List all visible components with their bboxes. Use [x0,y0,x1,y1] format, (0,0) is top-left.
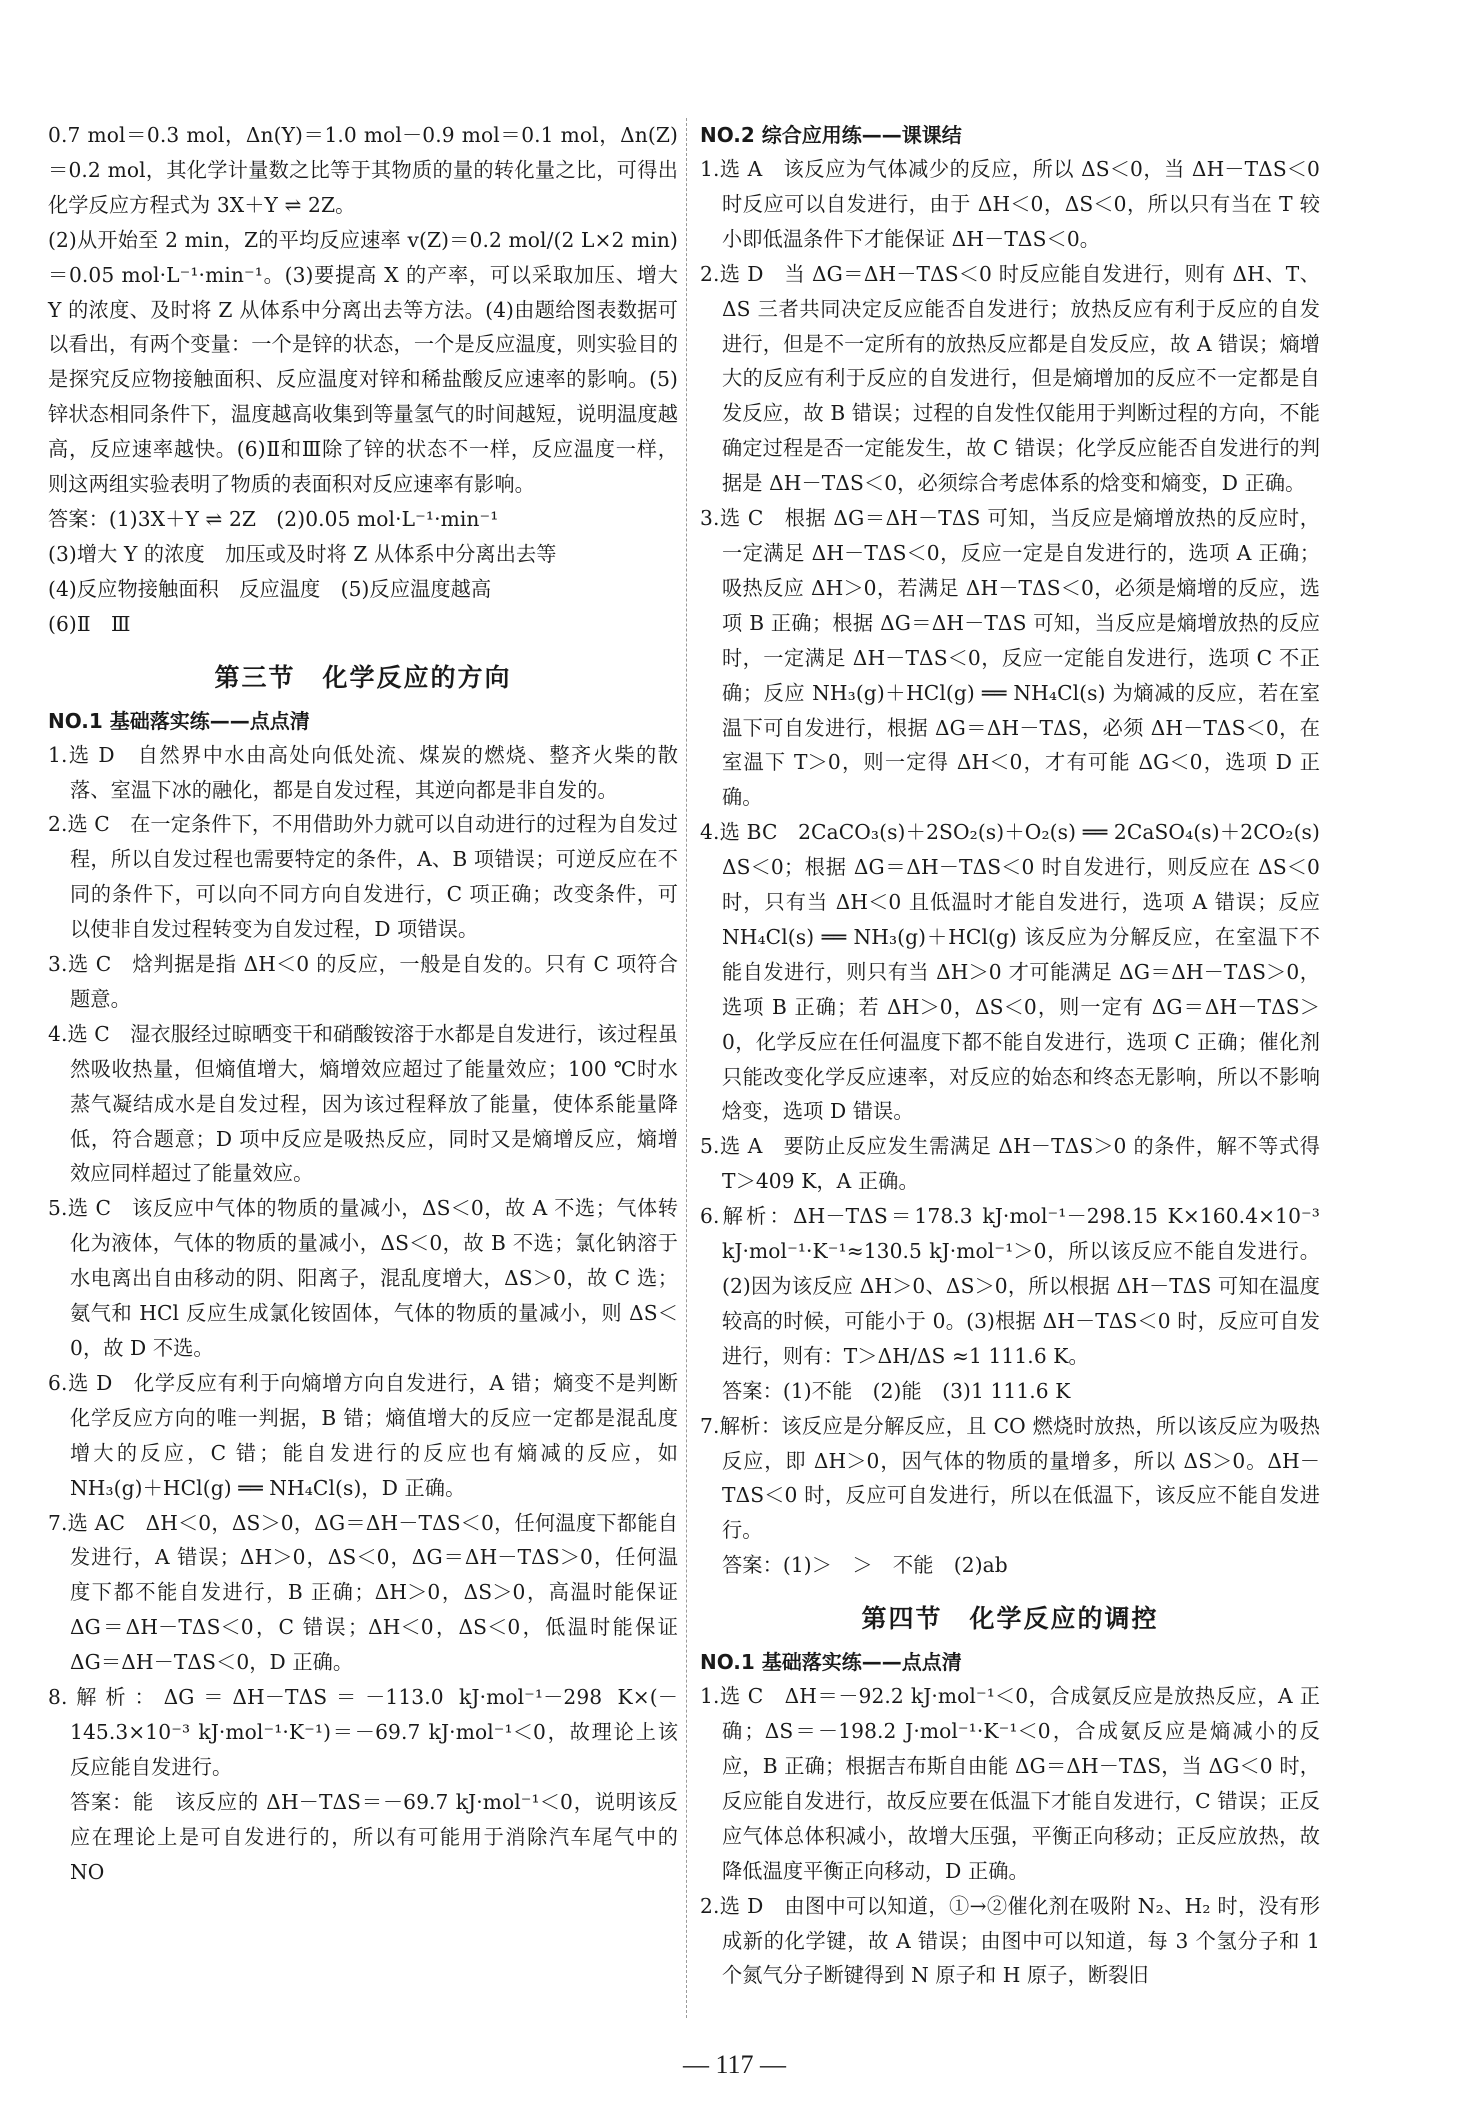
list-item: 5.选 A 要防止反应发生需满足 ΔH－TΔS＞0 的条件，解不等式得 T＞409 K，A 正确。 [700,1134,1320,1194]
list-item: 3.选 C 根据 ΔG＝ΔH－TΔS 可知，当反应是熵增放热的反应时，一定满足 ΔH－TΔS＜0，反应一定是自发进行的，选项 A 正确；吸热反应 ΔH＞0，若满足 ΔH－TΔS＜0，必须是熵增的反应，选项 B 正确；根据 ΔG＝ΔH－TΔS 可知，当反应是熵增放热的反应时，一定满足 ΔH－TΔS＜0，反应一定能自发进行，选项 C 不正确；反应 NH₃(g)＋HCl(g) ══ NH₄Cl(s) 为熵减的反应，若在室温下可自发进行，根据 ΔG＝ΔH－TΔS，必须 ΔH－TΔS＜0，在室温下 T＞0，则一定得 ΔH＜0，才有可能 ΔG＜0，选项 D 正确。 [700,506,1320,810]
paragraph: 0.7 mol＝0.3 mol，Δn(Y)＝1.0 mol－0.9 mol＝0.1 mol，Δn(Z)＝0.2 mol，其化学计量数之比等于其物质的量的转化量之比，可得出化学反应方程式为 3X＋Y ⇌ 2Z。 [48,123,678,217]
page-number: — 117 — [682,2050,787,2079]
list-item: 3.选 C 焓判据是指 ΔH＜0 的反应，一般是自发的。只有 C 项符合题意。 [48,952,678,1011]
list-item: 2.选 C 在一定条件下，不用借助外力就可以自动进行的过程为自发过程，所以自发过程也需要特定的条件，A、B 项错误；可逆反应在不同的条件下，可以向不同方向自发进行，C 项正确；改变条件，可以使非自发过程转变为自发过程，D 项错误。 [48,812,678,942]
section-title: 第四节 化学反应的调控 [861,1604,1159,1634]
list-item: 1.选 A 该反应为气体减少的反应，所以 ΔS＜0，当 ΔH－TΔS＜0 时反应可以自发进行，由于 ΔH＜0，ΔS＜0，所以只有当在 T 较小即低温条件下才能保证 ΔH－TΔS＜0。 [700,157,1320,251]
list-item: 1.选 D 自然界中水由高处向低处流、煤炭的燃烧、整齐火柴的散落、室温下冰的融化，都是自发过程，其逆向都是非自发的。 [48,742,678,802]
list-item: 6.解析：ΔH－TΔS＝178.3 kJ·mol⁻¹－298.15 K×160.4×10⁻³ kJ·mol⁻¹·K⁻¹≈130.5 kJ·mol⁻¹＞0，所以该反应不能自发进行。(2)因为该反应 ΔH＞0、ΔS＞0，所以根据 ΔH－TΔS 可知在温度较高的时候，可能小于 0。(3)根据 ΔH－TΔS＜0 时，反应可自发进行，则有：T＞ΔH/ΔS ≈1 111.6 K。 [700,1204,1320,1368]
section-title: 第三节 化学反应的方向 [214,662,512,692]
list-item: 7.解析：该反应是分解反应，且 CO 燃烧时放热，所以该反应为吸热反应，即 ΔH＞0，因气体的物质的量增多，所以 ΔS＞0。ΔH－TΔS＜0 时，反应可自发进行，所以在低温下，该反应不能自发进行。 [700,1413,1321,1543]
answer-line: 答案：(1)＞ ＞ 不能 (2)ab [722,1553,1008,1578]
list-item: 4.选 C 湿衣服经过晾晒变干和硝酸铵溶于水都是自发进行，该过程虽然吸收热量，但熵值增大，熵增效应超过了能量效应；100 ℃时水蒸气凝结成水是自发过程，因为该过程释放了能量，使体系能量降低，符合题意；D 项中反应是吸热反应，同时又是熵增反应，熵增效应同样超过了能量效应。 [48,1021,678,1186]
answer-line: (6)Ⅱ Ⅲ [48,611,131,636]
answer-line: (3)增大 Y 的浓度 加压或及时将 Z 从体系中分离出去等 [48,541,557,566]
list-item: 5.选 C 该反应中气体的物质的量减小，ΔS＜0，故 A 不选；气体转化为液体，气体的物质的量减小，ΔS＜0，故 B 不选；氯化钠溶于水电离出自由移动的阴、阳离子，混乱度增大，ΔS＞0，故 C 选；氨气和 HCl 反应生成氯化铵固体，气体的物质的量减小，则 ΔS＜0，故 D 不选。 [48,1196,678,1360]
list-item: 6.选 D 化学反应有利于向熵增方向自发进行，A 错；熵变不是判断化学反应方向的唯一判据，B 错；熵值增大的反应一定都是混乱度增大的反应，C 错；能自发进行的反应也有熵减的反应，如 NH₃(g)＋HCl(g) ══ NH₄Cl(s)，D 正确。 [48,1370,678,1500]
column-divider [686,118,687,2018]
answer-line: (4)反应物接触面积 反应温度 (5)反应温度越高 [48,576,492,601]
list-item: 4.选 BC 2CaCO₃(s)＋2SO₂(s)＋O₂(s) ══ 2CaSO₄(s)＋2CO₂(s) ΔS＜0；根据 ΔG＝ΔH－TΔS＜0 时自发进行，则反应在 ΔS＜0 时，只有当 ΔH＜0 且低温时才能自发进行，选项 A 错误；反应 NH₄Cl(s) ══ NH₃(g)＋HCl(g) 该反应为分解反应，在室温下不能自发进行，则只有当 ΔH＞0 才可能满足 ΔG＝ΔH－TΔS＞0，选项 B 正确；若 ΔH＞0，ΔS＜0，则一定有 ΔG＝ΔH－TΔS＞0，化学反应在任何温度下都不能自发进行，选项 C 正确；催化剂只能改变化学反应速率，对反应的始态和终态无影响，所以不影响焓变，选项 D 错误。 [700,820,1341,1124]
list-item: 2.选 D 由图中可以知道，①→②催化剂在吸附 N₂、H₂ 时，没有形成新的化学键，故 A 错误；由图中可以知道，每 3 个氢分子和 1 个氮气分子断键得到 N 原子和 H 原子，断裂旧 [700,1893,1320,1988]
list-item: 1.选 C ΔH＝－92.2 kJ·mol⁻¹＜0，合成氨反应是放热反应，A 正确；ΔS＝－198.2 J·mol⁻¹·K⁻¹＜0，合成氨反应是熵减小的反应，B 正确；根据吉布斯自由能 ΔG＝ΔH－TΔS，当 ΔG＜0 时，反应能自发进行，故反应要在低温下才能自发进行，C 错误；正反应气体总体积减小，故增大压强，平衡正向移动；正反应放热，故降低温度平衡正向移动，D 正确。 [700,1684,1320,1883]
list-item: 7.选 AC ΔH＜0，ΔS＞0，ΔG＝ΔH－TΔS＜0，任何温度下都能自发进行，A 错误；ΔH＞0，ΔS＜0，ΔG＝ΔH－TΔS＞0，任何温度下都不能自发进行，B 正确；ΔH＞0，ΔS＞0，高温时能保证 ΔG＝ΔH－TΔS＜0，C 错误；ΔH＜0，ΔS＜0，低温时能保证 ΔG＝ΔH－TΔS＜0，D 正确。 [48,1510,678,1675]
answer-line: 答案：能 该反应的 ΔH－TΔS＝－69.7 kJ·mol⁻¹＜0，说明该反应在理论上是可自发进行的，所以有可能用于消除汽车尾气中的 NO [70,1789,678,1884]
subsection-title: NO.2 综合应用练——课课结 [700,123,962,147]
answer-line: 答案：(1)3X＋Y ⇌ 2Z (2)0.05 mol·L⁻¹·min⁻¹ [48,506,499,531]
list-item: 2.选 D 当 ΔG＝ΔH－TΔS＜0 时反应能自发进行，则有 ΔH、T、ΔS 三者共同决定反应能否自发进行；放热反应有利于反应的自发进行，但是不一定所有的放热反应都是自发反应，故 A 错误；熵增大的反应有利于反应的自发进行，但是熵增加的反应不一定都是自发反应，故 B 错误；过程的自发性仅能用于判断过程的方向，不能确定过程是否一定能发生，故 C 错误；化学反应能否自发进行的判据是 ΔH－TΔS＜0，必须综合考虑体系的焓变和熵变，D 正确。 [700,261,1320,496]
list-item: 8.解析：ΔG＝ΔH－TΔS＝－113.0 kJ·mol⁻¹－298 K×(－145.3×10⁻³ kJ·mol⁻¹·K⁻¹)＝－69.7 kJ·mol⁻¹＜0，故理论上该反应能自发进行。 [48,1685,678,1779]
subsection-title: NO.1 基础落实练——点点清 [700,1650,962,1675]
subsection-title: NO.1 基础落实练——点点清 [48,708,310,733]
paragraph: (2)从开始至 2 min，Z的平均反应速率 v(Z)＝0.2 mol/(2 L×2 min)＝0.05 mol·L⁻¹·min⁻¹。(3)要提高 X 的产率，可以采取加压、增大 Y 的浓度、及时将 Z 从体系中分离出去等方法。(4)由题给图表数据可以看出，有两个变量：一个是锌的状态，一个是反应温度，则实验目的是探究反应物接触面积、反应温度对锌和稀盐酸反应速率的影响。(5)锌状态相同条件下，温度越高收集到等量氢气的时间越短，说明温度越高，反应速率越快。(6)Ⅱ和Ⅲ除了锌的状态不一样，反应温度一样，则这两组实验表明了物质的表面积对反应速率有影响。 [48,227,678,497]
answer-line: 答案：(1)不能 (2)能 (3)1 111.6 K [722,1378,1071,1403]
right-column [700,118,1341,1993]
left-column [48,118,678,1890]
